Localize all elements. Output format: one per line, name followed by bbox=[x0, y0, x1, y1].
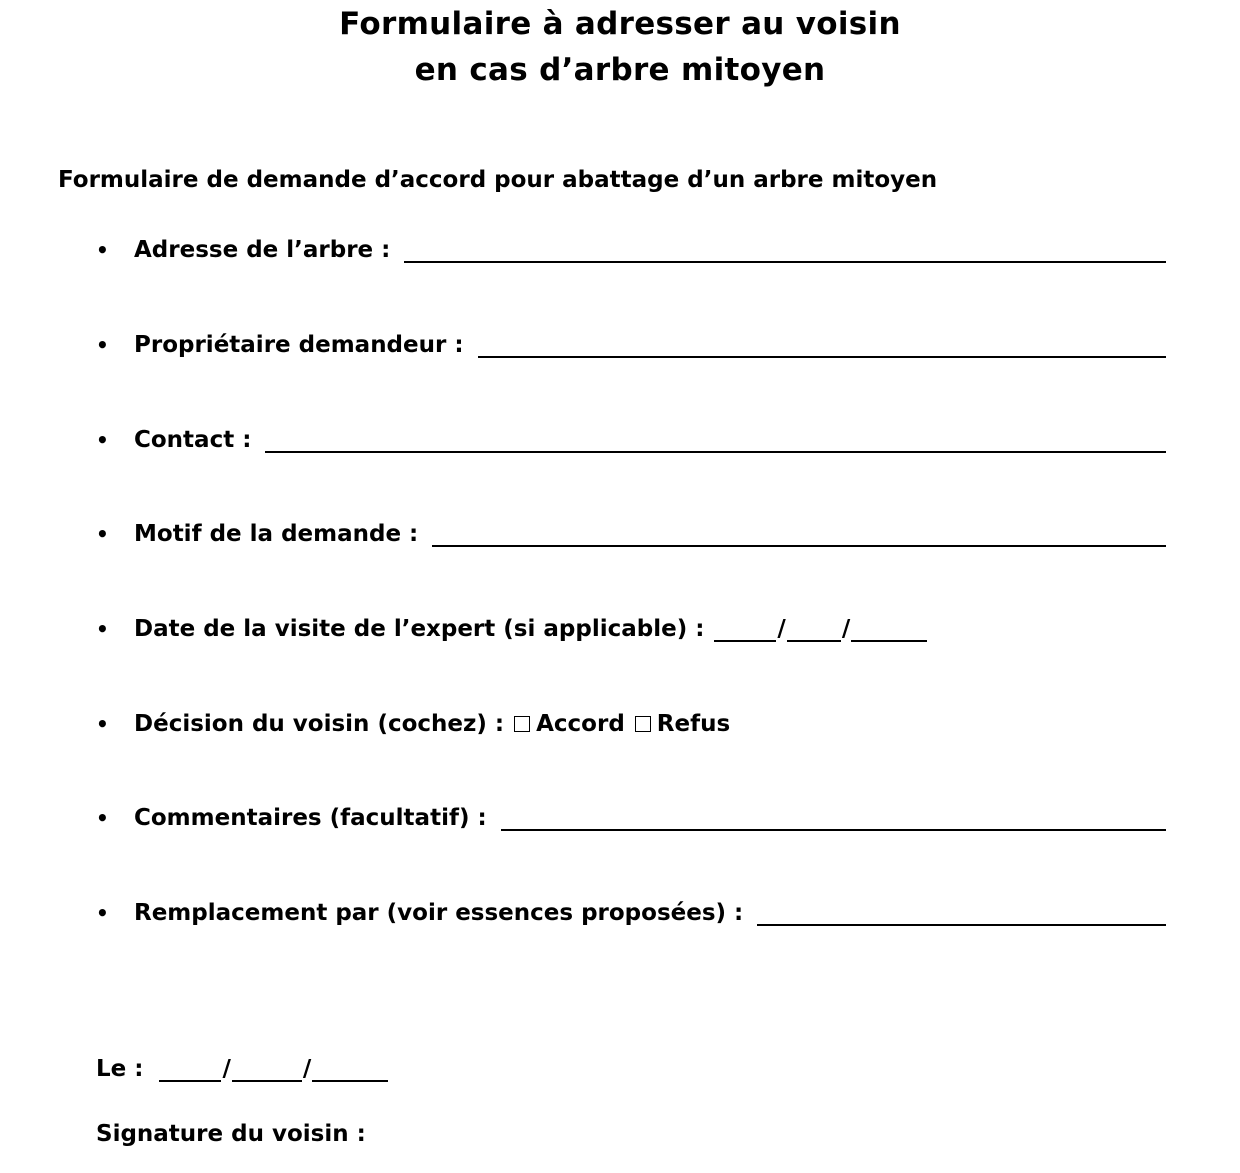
bullet-icon: • bbox=[96, 901, 109, 925]
field-row-proprietaire bbox=[96, 328, 1166, 362]
form-title-line-1: Formulaire à adresser au voisin bbox=[339, 6, 901, 42]
date-visite-year[interactable] bbox=[851, 616, 927, 642]
field-label-contact: Contact : bbox=[134, 427, 252, 453]
motif-input-line[interactable] bbox=[432, 544, 1166, 547]
footer-date-year[interactable] bbox=[312, 1056, 388, 1082]
field-row-contact bbox=[96, 423, 1166, 457]
field-label-commentaires: Commentaires (facultatif) : bbox=[134, 805, 487, 831]
date-visite-input[interactable] bbox=[714, 616, 927, 642]
refus-option[interactable] bbox=[625, 711, 730, 737]
field-row-remplacement bbox=[96, 896, 1166, 930]
signature-row bbox=[96, 1121, 366, 1147]
form-title-line-2: en cas d’arbre mitoyen bbox=[414, 52, 826, 88]
footer-date-row bbox=[96, 1056, 388, 1082]
signature-label: Signature du voisin : bbox=[96, 1121, 366, 1147]
refus-label: Refus bbox=[656, 711, 731, 737]
date-visite-day[interactable] bbox=[714, 616, 776, 642]
footer-date-month[interactable] bbox=[232, 1056, 302, 1082]
date-separator: / bbox=[302, 1056, 312, 1082]
bullet-icon: • bbox=[96, 428, 109, 452]
accord-option[interactable] bbox=[504, 711, 625, 737]
proprietaire-input-line[interactable] bbox=[478, 355, 1166, 358]
date-separator: / bbox=[222, 1056, 231, 1082]
footer-date-day[interactable] bbox=[159, 1056, 221, 1082]
footer-date-label: Le : bbox=[96, 1056, 144, 1082]
refus-checkbox[interactable] bbox=[635, 716, 651, 732]
field-row-adresse bbox=[96, 233, 1166, 267]
date-visite-month[interactable] bbox=[787, 616, 841, 642]
bullet-icon: • bbox=[96, 617, 109, 641]
adresse-input-line[interactable] bbox=[404, 260, 1166, 263]
field-label-decision: Décision du voisin (cochez) : bbox=[134, 711, 505, 737]
contact-input-line[interactable] bbox=[265, 450, 1166, 453]
commentaires-input-line[interactable] bbox=[501, 828, 1166, 831]
bullet-icon: • bbox=[96, 712, 109, 736]
field-label-proprietaire: Propriétaire demandeur : bbox=[134, 332, 464, 358]
field-row-commentaires bbox=[96, 801, 1166, 835]
accord-checkbox[interactable] bbox=[514, 716, 530, 732]
field-label-remplacement: Remplacement par (voir essences proposées) : bbox=[134, 900, 744, 926]
accord-label: Accord bbox=[536, 711, 625, 737]
field-row-date-visite bbox=[96, 612, 1166, 646]
bullet-icon: • bbox=[96, 333, 109, 357]
remplacement-input-line[interactable] bbox=[757, 923, 1166, 926]
bullet-icon: • bbox=[96, 522, 109, 546]
date-separator: / bbox=[777, 616, 786, 642]
footer-date-input[interactable] bbox=[159, 1056, 388, 1082]
field-row-decision bbox=[96, 707, 1166, 741]
field-label-adresse: Adresse de l’arbre : bbox=[134, 237, 391, 263]
form-subtitle: Formulaire de demande d’accord pour abattage d’un arbre mitoyen bbox=[58, 167, 938, 193]
field-label-date-visite: Date de la visite de l’expert (si applicable) : bbox=[134, 616, 705, 642]
field-label-motif: Motif de la demande : bbox=[134, 521, 419, 547]
bullet-icon: • bbox=[96, 806, 109, 830]
date-separator: / bbox=[841, 616, 851, 642]
bullet-icon: • bbox=[96, 238, 109, 262]
field-row-motif bbox=[96, 517, 1166, 551]
